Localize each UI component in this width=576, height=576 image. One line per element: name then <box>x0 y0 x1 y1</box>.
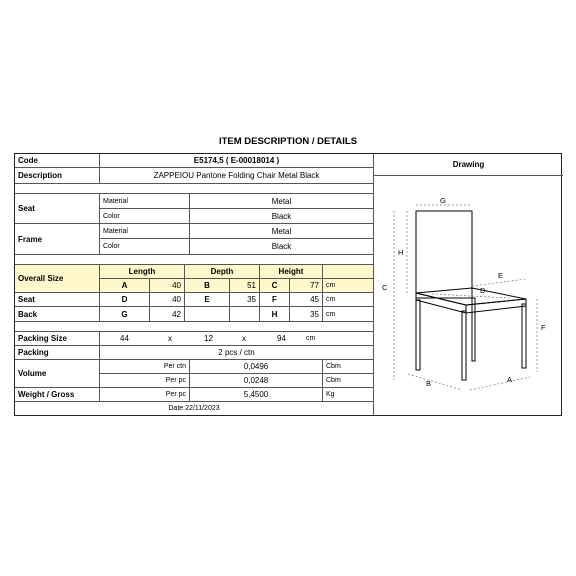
seat-color-value: Black <box>190 209 374 224</box>
document-title: ITEM DESCRIPTION / DETAILS <box>218 136 358 147</box>
drawing-letter-b: B <box>426 379 432 388</box>
packing-label: Packing <box>15 346 100 360</box>
leg-front-left <box>462 311 466 380</box>
volume-per-ctn-value: 0,0496 <box>190 360 323 374</box>
weight-value: 5,4500 <box>190 388 323 402</box>
empty-cell <box>185 307 230 322</box>
frame-material-label: Material <box>100 224 190 239</box>
spacer-row <box>15 255 374 265</box>
overall-size-label: Overall Size <box>15 265 100 293</box>
leg-back-right <box>472 298 475 361</box>
drawing-letter-f: F <box>541 323 546 332</box>
weight-per-pc-label: Per pc <box>100 388 190 402</box>
chair-drawing <box>374 176 563 415</box>
drawing-letter-h: H <box>398 248 404 257</box>
dim-b-letter: B <box>185 279 230 293</box>
dim-a-value: 40 <box>150 279 185 293</box>
frame-label: Frame <box>15 224 100 255</box>
dim-e-value: 35 <box>230 293 260 307</box>
dim-c-value: 77 <box>290 279 323 293</box>
seat-size-unit: cm <box>323 293 374 307</box>
code-label: Code <box>15 154 100 168</box>
packing-size-length: 44 <box>120 334 129 343</box>
dim-d-letter: D <box>100 293 150 307</box>
empty-cell <box>230 307 260 322</box>
volume-per-ctn-unit: Cbm <box>323 360 374 374</box>
weight-unit: Kg <box>323 388 374 402</box>
description-label: Description <box>15 168 100 184</box>
dim-g-letter: G <box>100 307 150 322</box>
date-stamp: Date 22/11/2023 <box>15 402 374 415</box>
packing-size-values <box>100 332 374 346</box>
dim-b-value: 51 <box>230 279 260 293</box>
drawing-letter-g: G <box>440 196 446 205</box>
dim-a-letter: A <box>100 279 150 293</box>
packing-size-unit: cm <box>306 335 316 342</box>
depth-header: Depth <box>185 265 260 279</box>
back-size-label: Back <box>15 307 100 322</box>
seat-material-value: Metal <box>190 194 374 209</box>
packing-size-label: Packing Size <box>15 332 100 346</box>
dim-c-letter: C <box>260 279 290 293</box>
header-empty <box>323 265 374 279</box>
packing-size-height: 94 <box>277 334 286 343</box>
dim-h-letter: H <box>260 307 290 322</box>
packing-size-width: 12 <box>204 334 213 343</box>
dim-e-letter: E <box>185 293 230 307</box>
dim-line-a <box>470 377 530 390</box>
description-value: ZAPPEIOU Pantone Folding Chair Metal Black <box>100 168 374 184</box>
seat-color-label: Color <box>100 209 190 224</box>
packing-value: 2 pcs / ctn <box>100 346 374 360</box>
leg-front-right <box>522 304 526 368</box>
seat-front-outline <box>416 293 466 313</box>
volume-per-pc-value: 0,0248 <box>190 374 323 388</box>
drawing-letter-a: A <box>507 375 513 384</box>
height-header: Height <box>260 265 323 279</box>
seat-material-label: Material <box>100 194 190 209</box>
weight-label: Weight / Gross <box>15 388 100 402</box>
volume-per-ctn-label: Per ctn <box>100 360 190 374</box>
volume-per-pc-label: Per pc <box>100 374 190 388</box>
dim-line-d <box>432 294 509 298</box>
frame-material-value: Metal <box>190 224 374 239</box>
length-header: Length <box>100 265 185 279</box>
drawing-letter-c: C <box>382 283 388 292</box>
dim-h-value: 35 <box>290 307 323 322</box>
seat-size-label: Seat <box>15 293 100 307</box>
drawing-letter-e: E <box>498 271 504 280</box>
volume-label: Volume <box>15 360 100 388</box>
seat-label: Seat <box>15 194 100 224</box>
overall-unit: cm <box>323 279 374 293</box>
drawing-letter-d: D <box>480 286 486 295</box>
spacer-row <box>15 322 374 332</box>
packing-size-x2: x <box>242 334 246 343</box>
dim-line-b <box>408 374 462 390</box>
back-size-unit: cm <box>323 307 374 322</box>
packing-size-x1: x <box>168 334 172 343</box>
dim-g-value: 42 <box>150 307 185 322</box>
frame-color-label: Color <box>100 239 190 255</box>
drawing-label: Drawing <box>374 154 563 176</box>
dim-d-value: 40 <box>150 293 185 307</box>
dim-f-letter: F <box>260 293 290 307</box>
item-details-sheet <box>14 153 562 416</box>
chair-dimension-diagram <box>374 176 563 415</box>
dim-f-value: 45 <box>290 293 323 307</box>
dim-line-e <box>472 279 526 286</box>
code-value: E5174,5 ( E-00018014 ) <box>100 154 374 168</box>
volume-per-pc-unit: Cbm <box>323 374 374 388</box>
leg-back-left <box>416 300 420 370</box>
frame-color-value: Black <box>190 239 374 255</box>
spacer-row <box>15 184 374 194</box>
backrest-outline <box>416 211 472 298</box>
